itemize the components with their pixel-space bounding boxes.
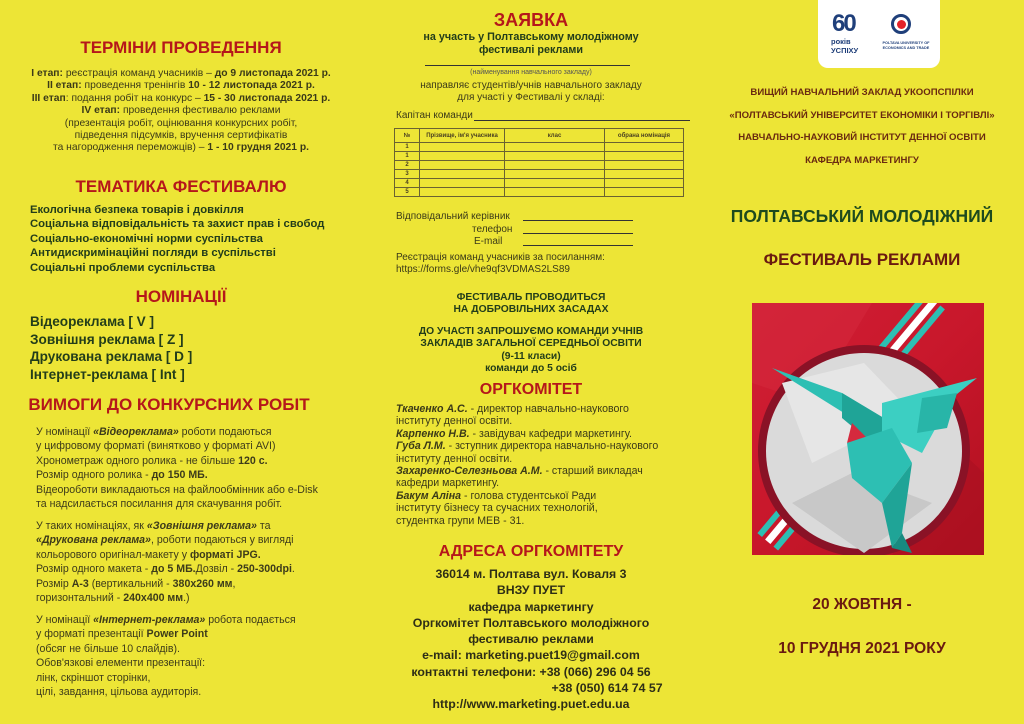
address-block: 36014 м. Полтава вул. Коваля 3 ВНЗУ ПУЕТ кафедра маркетингу Оргкомітет Полтавського молодіжного фестивалю реклами e-mail: marketing.puet19@gmail.com контактні телефони: +38 (066) 296 04 56 +38 (050) 614 74 57 http://www.marketing.puet.edu.ua — [362, 566, 700, 713]
phone-field[interactable] — [523, 224, 633, 234]
stage-4: IV етап: проведення фестивалю реклами — [81, 105, 281, 117]
contact-phone-1: контактні телефони: +38 (066) 296 04 56 — [411, 664, 651, 679]
table-row: 1 — [395, 152, 684, 161]
university-logo-icon — [891, 14, 911, 34]
middle-panel — [362, 0, 700, 724]
members-table — [394, 128, 684, 197]
left-panel — [0, 0, 362, 724]
nomination-item: Зовнішня реклама [ Z ] — [30, 331, 184, 347]
directs-text: направляє студентів/учнів навчального закладу для участі у Фестивалі у складі: — [420, 80, 642, 103]
stage-1: I етап: реєстрація команд учасників – до 9 листопада 2021 р. — [31, 68, 331, 79]
stage-4-detail: (презентація робіт, оцінювання конкурсних робіт, — [64, 117, 298, 129]
registration-text: Реєстрація команд учасників за посиланням: — [396, 252, 605, 263]
email-field[interactable] — [523, 236, 633, 246]
festival-subtitle: ФЕСТИВАЛЬ РЕКЛАМИ — [763, 250, 961, 269]
registration — [396, 252, 605, 277]
registration-link[interactable]: https://forms.gle/vhe9qf3VDMAS2LS89 — [396, 264, 570, 276]
stage-2: II етап: проведення тренінгів 10 - 12 листопада 2021 р. — [47, 80, 315, 92]
institution-caption: (найменування навчального закладу) — [470, 69, 592, 76]
origami-hummingbird-poster — [752, 303, 984, 555]
print-requirements: У таких номінаціях, як «Зовнішня реклама» та «Друкована реклама», роботи подаються у вигляді кольорового оригінал-макету у форматі JPG. Розмір одного макета - до 5 МБ.Дозвіл - 250-300dpi. Розмір А-3 (вертикальний - 380x260 мм, горизонтальний - 240x400 мм.) — [36, 520, 295, 605]
application-heading: ЗАЯВКА — [493, 10, 569, 30]
theme-item: Екологічна безпека товарів і довкілля — [30, 204, 244, 216]
date-end: 10 ГРУДНЯ 2021 РОКУ — [778, 640, 946, 657]
phone-label: телефон — [472, 224, 513, 235]
theme-item: Соціальні проблеми суспільства — [30, 261, 216, 274]
nomination-item: Відеореклама [ V ] — [30, 314, 155, 329]
anniversary-logo: 60 — [832, 10, 855, 37]
institution-field[interactable] — [425, 65, 630, 66]
nomination-item: Інтернет-реклама [ Int ] — [30, 366, 185, 382]
terms-heading: ТЕРМІНИ ПРОВЕДЕННЯ — [80, 38, 282, 57]
theme-item: Соціально-економічні норми суспільства — [30, 232, 263, 245]
nominations-list — [30, 313, 192, 383]
address-heading: АДРЕСА ОРГКОМІТЕТУ — [438, 543, 624, 560]
committee-member: Губа Л.М. - зступник директора навчально-наукового — [396, 440, 659, 453]
table-row: 1 — [395, 143, 684, 152]
committee-heading: ОРГКОМІТЕТ — [479, 381, 583, 398]
col-nomination: обрана номінація — [605, 129, 684, 143]
anniversary-caption: років УСПІХУ — [831, 37, 859, 55]
table-row: 5 — [395, 188, 684, 197]
contact-email[interactable]: e-mail: marketing.puet19@gmail.com — [422, 648, 640, 663]
theme-item: Соціальна відповідальність та захист прав і свобод — [30, 218, 325, 231]
table-header-row — [395, 129, 684, 143]
email-label: E-mail — [474, 236, 503, 247]
captain-label: Капітан команди — [396, 110, 473, 121]
committee-member: Карпенко Н.В. - завідувач кафедри маркетингу. — [396, 427, 632, 440]
col-number: № — [395, 129, 420, 143]
website-link[interactable]: http://www.marketing.puet.edu.ua — [432, 697, 630, 712]
right-panel — [700, 0, 1024, 724]
captain-field[interactable] — [474, 120, 690, 121]
email-row — [474, 236, 502, 247]
supervisor-row — [396, 211, 510, 222]
phone-row — [472, 224, 512, 235]
hummingbird-icon — [752, 303, 984, 555]
col-name: Прізвище, ім'я учасника — [420, 129, 505, 143]
table-row: 2 — [395, 161, 684, 170]
institution-lines: ВИЩИЙ НАВЧАЛЬНИЙ ЗАКЛАД УКООПСПІЛКИ «ПОЛТАВСЬКИЙ УНІВЕРСИТЕТ ЕКОНОМІКИ І ТОРГІВЛІ» НАВЧАЛЬНО-НАУКОВИЙ ІНСТИТУТ ДЕННОЇ ОСВІТИ КАФЕДРА МАРКЕТИНГУ — [729, 87, 995, 166]
application-subtitle: на участь у Полтавському молодіжному фестивалі реклами — [423, 31, 639, 56]
committee-member: Бакум Аліна - голова студентської Ради — [396, 489, 597, 502]
volunteer-note: ФЕСТИВАЛЬ ПРОВОДИТЬСЯ НА ДОБРОВІЛЬНИХ ЗАСАДАХ — [453, 292, 609, 316]
committee-list: Ткаченко А.С. - директор навчально-наукового інституту денної освіти. Карпенко Н.В. - завідувач кафедри маркетингу. Губа Л.М. - зступник директора навчально-наукового інституту денної освіти. Захаренко-Селезньова А.М. - старший викладач кафедри маркетингу. Бакум Аліна - голова студентської Ради інституту бізнесу та сучасних технологій, студентка групи МЕВ - 31. — [396, 403, 696, 527]
nomination-item: Друкована реклама [ D ] — [30, 349, 193, 364]
stage-3: III етап: подання робіт на конкурс – 15 - 30 листопада 2021 р. — [31, 92, 331, 104]
nominations-heading: НОМІНАЦІЇ — [135, 287, 227, 306]
date-start: 20 ЖОВТНЯ - — [812, 596, 912, 613]
stage-4-detail: підведення підсумків, вручення сертифікатів — [74, 130, 288, 142]
theme-item: Антидискримінаційні погляди в суспільстві — [30, 247, 276, 260]
stage-4-detail: та нагородження переможців) – 1 - 10 грудня 2021 р. — [52, 142, 310, 154]
video-requirements: У номінації «Відеореклама» роботи подаються у цифровому форматі (винятково у форматі AVI) Хронометраж одного ролика - не більше 120 с. Розмір одного ролика - до 150 МБ. Відеороботи викладаються на файлообмінник або e-Disk та надсилається посилання для скачування робіт. — [36, 426, 318, 511]
table-row: 3 — [395, 170, 684, 179]
requirements-heading: ВИМОГИ ДО КОНКУРСНИХ РОБІТ — [28, 395, 310, 414]
festival-title: ПОЛТАВСЬКИЙ МОЛОДІЖНИЙ — [730, 206, 994, 226]
terms-body — [0, 68, 362, 155]
themes-heading: ТЕМАТИКА ФЕСТИВАЛЮ — [75, 177, 287, 196]
contact-phone-2: +38 (050) 614 74 57 — [551, 681, 663, 696]
invite-note: ДО УЧАСТІ ЗАПРОШУЄМО КОМАНДИ УЧНІВ ЗАКЛАДІВ ЗАГАЛЬНОЇ СЕРЕДНЬОЇ ОСВІТИ (9-11 класи) команди до 5 осіб — [418, 326, 644, 375]
table-row: 4 — [395, 179, 684, 188]
supervisor-field[interactable] — [523, 211, 633, 221]
logo-card — [818, 0, 940, 68]
supervisor-label: Відповідальний керівник — [396, 211, 510, 222]
themes-list — [30, 203, 324, 275]
internet-requirements: У номінації «Інтернет-реклама» робота подається у форматі презентації Power Point (обсяг не більше 10 слайдів). Обов'язкові елементи презентації: лінк, скріншот сторінки, цілі, завдання, цільова аудиторія. — [36, 614, 296, 699]
university-name-small: POLTAVA UNIVERSITY OF ECONOMICS AND TRADE — [882, 41, 930, 50]
committee-member: Захаренко-Селезньова А.М. - старший викладач — [396, 465, 643, 478]
committee-member: Ткаченко А.С. - директор навчально-наукового — [396, 403, 629, 415]
col-class: клас — [505, 129, 605, 143]
